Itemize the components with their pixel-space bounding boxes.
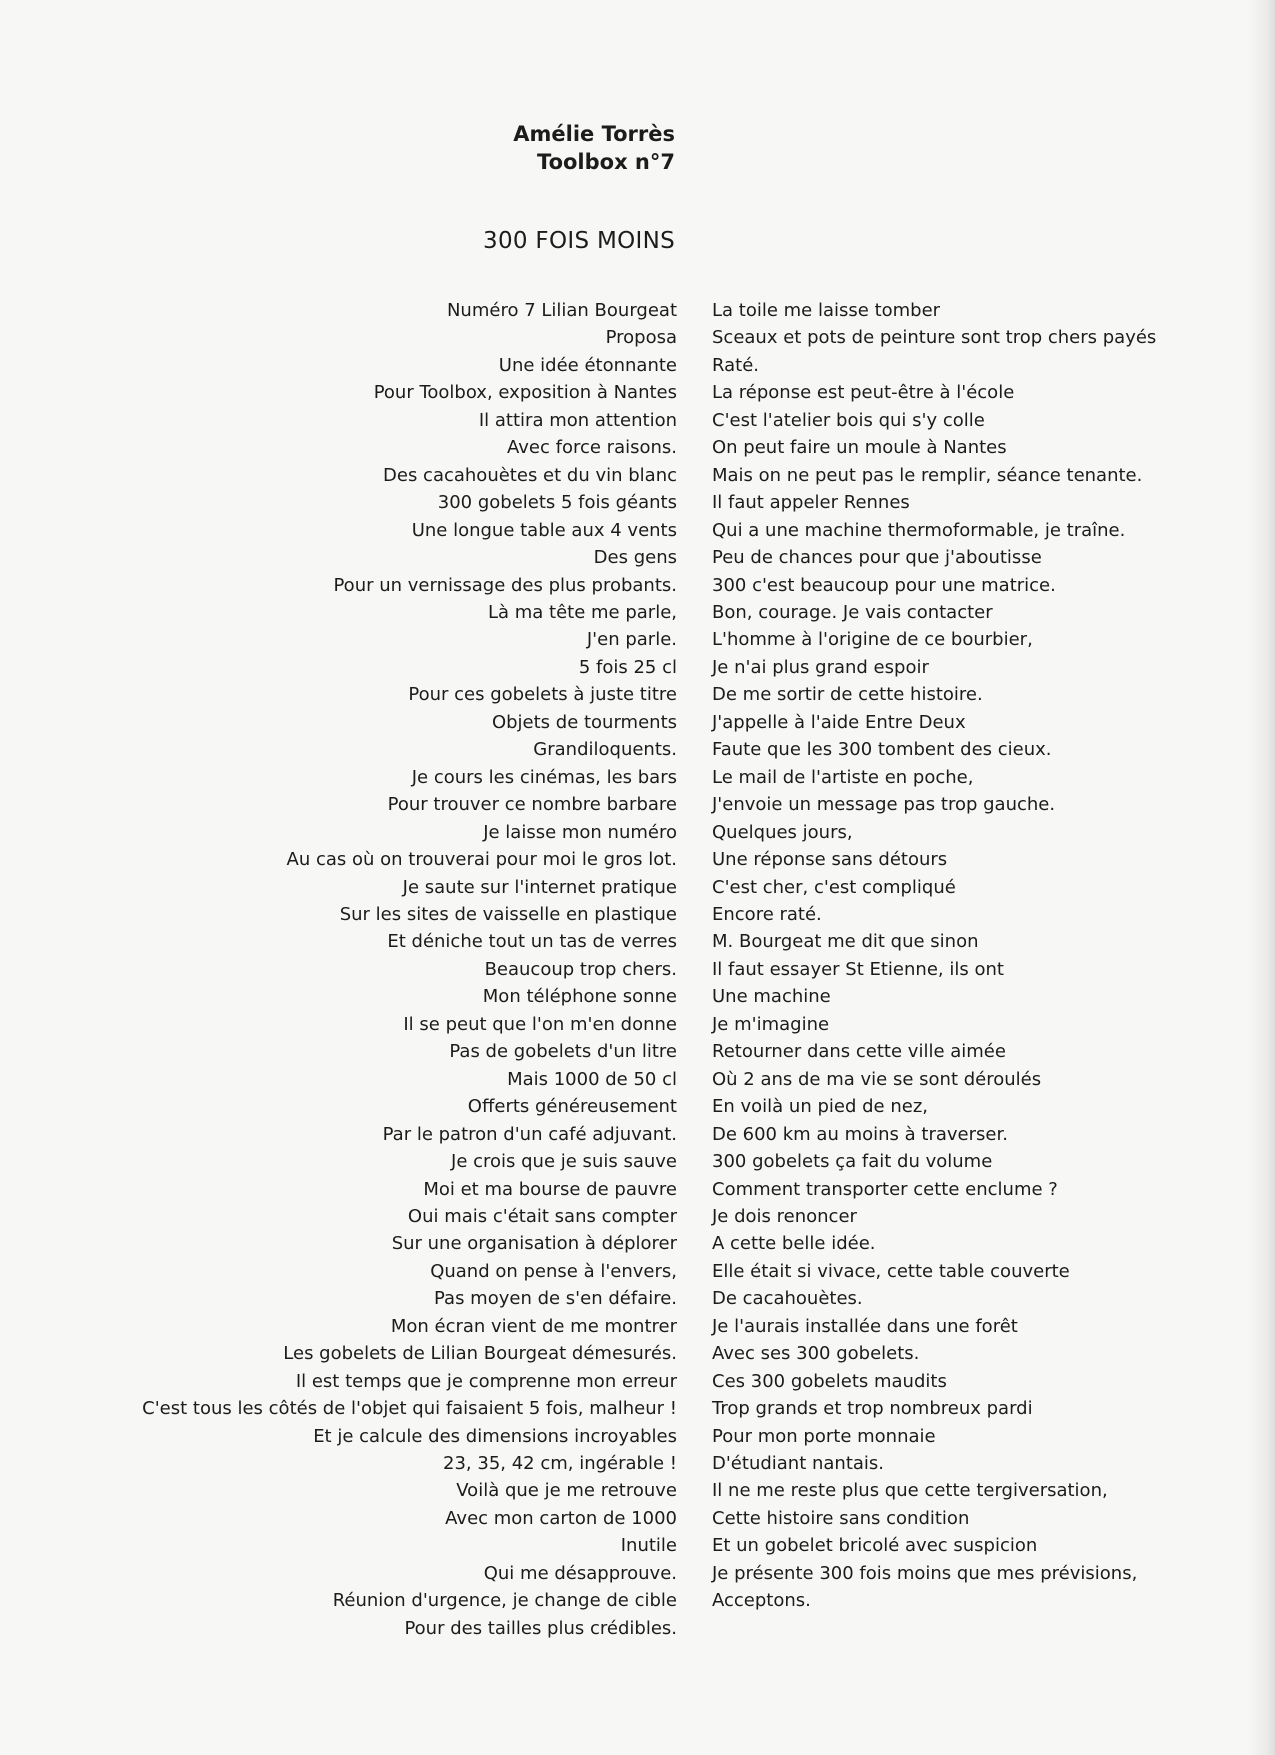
poem-line: Je cours les cinémas, les bars xyxy=(411,766,677,788)
poem-line: Moi et ma bourse de pauvre xyxy=(423,1178,677,1200)
poem-line: D'étudiant nantais. xyxy=(712,1453,885,1475)
poem-line: De 600 km au moins à traverser. xyxy=(712,1123,1008,1145)
poem-line: La toile me laisse tomber xyxy=(712,300,941,321)
poem-line: Oui mais c'était sans compter xyxy=(407,1205,677,1227)
poem-line: Par le patron d'un café adjuvant. xyxy=(382,1123,677,1145)
poem-line: Je l'aurais installée dans une forêt xyxy=(712,1315,1018,1337)
poem-line: Au cas où on trouverai pour moi le gros lot. xyxy=(286,849,677,871)
poem-line: Retourner dans cette ville aimée xyxy=(712,1041,1006,1063)
poem-line: 300 gobelets ça fait du volume xyxy=(712,1151,993,1173)
poem-line: Je n'ai plus grand espoir xyxy=(712,656,929,678)
poem-line: Mais 1000 de 50 cl xyxy=(507,1068,677,1090)
poem-line: Elle était si vivace, cette table couverte xyxy=(712,1260,1070,1282)
poem-right-column xyxy=(712,297,1156,1615)
document-header xyxy=(513,120,675,176)
poem-line: Proposa xyxy=(605,327,677,349)
poem-line: M. Bourgeat me dit que sinon xyxy=(712,931,979,953)
poem-line: Une longue table aux 4 vents xyxy=(411,519,677,541)
poem-line: Avec ses 300 gobelets. xyxy=(712,1343,920,1365)
poem-line: Encore raté. xyxy=(712,903,822,925)
poem-line: C'est tous les côtés de l'objet qui faisaient 5 fois, malheur ! xyxy=(142,1398,677,1420)
poem-line: Où 2 ans de ma vie se sont déroulés xyxy=(712,1068,1042,1090)
poem-line: Et je calcule des dimensions incroyables xyxy=(313,1425,677,1447)
poem-line: Faute que les 300 tombent des cieux. xyxy=(712,739,1052,761)
poem-line: Je crois que je suis sauve xyxy=(451,1151,677,1173)
poem-line: Les gobelets de Lilian Bourgeat démesurés. xyxy=(283,1343,677,1365)
poem-line: Avec mon carton de 1000 xyxy=(445,1507,677,1529)
poem-line: Je saute sur l'internet pratique xyxy=(402,876,677,898)
poem-line: Je présente 300 fois moins que mes prévisions, xyxy=(712,1562,1138,1584)
poem-line: C'est cher, c'est compliqué xyxy=(712,876,956,898)
poem-line: J'envoie un message pas trop gauche. xyxy=(712,794,1056,816)
poem-line: Il attira mon attention xyxy=(478,409,677,431)
poem-title: 300 FOIS MOINS xyxy=(483,228,675,254)
poem-line: En voilà un pied de nez, xyxy=(712,1096,928,1118)
poem-line: Il faut essayer St Etienne, ils ont xyxy=(712,958,1004,980)
poem-line: Pour mon porte monnaie xyxy=(712,1425,936,1447)
page-edge-shadow xyxy=(1247,0,1275,1755)
poem-line: Réunion d'urgence, je change de cible xyxy=(332,1590,677,1612)
poem-line: 5 fois 25 cl xyxy=(578,656,677,678)
poem-line: Pour trouver ce nombre barbare xyxy=(387,794,677,816)
poem-line: J'en parle. xyxy=(586,629,677,651)
poem-line: Quand on pense à l'envers, xyxy=(430,1260,677,1282)
poem-line: Je m'imagine xyxy=(712,1013,830,1035)
poem-line: 300 gobelets 5 fois géants xyxy=(437,492,677,514)
poem-line: Sceaux et pots de peinture sont trop chers payés xyxy=(712,327,1157,349)
poem-line: Objets de tourments xyxy=(491,711,677,733)
poem-line: Raté. xyxy=(712,354,759,376)
poem-line: Des gens xyxy=(593,547,677,569)
poem-line: Peu de chances pour que j'aboutisse xyxy=(712,547,1042,569)
poem-line: L'homme à l'origine de ce bourbier, xyxy=(712,629,1033,651)
poem-line: Bon, courage. Je vais contacter xyxy=(712,601,993,623)
poem-line: Je laisse mon numéro xyxy=(483,821,677,843)
poem-line: Voilà que je me retrouve xyxy=(456,1480,677,1502)
poem-line: Comment transporter cette enclume ? xyxy=(712,1178,1058,1200)
poem-line: Et déniche tout un tas de verres xyxy=(387,931,677,953)
poem-line: Sur les sites de vaisselle en plastique xyxy=(339,903,677,925)
poem-line: De cacahouètes. xyxy=(712,1288,863,1310)
poem-line: On peut faire un moule à Nantes xyxy=(712,437,1007,459)
poem-line: Grandiloquents. xyxy=(533,739,677,761)
poem-line: Il ne me reste plus que cette tergiversation, xyxy=(712,1480,1108,1502)
poem-line: C'est l'atelier bois qui s'y colle xyxy=(712,409,985,431)
poem-line: Pour des tailles plus crédibles. xyxy=(404,1617,677,1639)
poem-line: Le mail de l'artiste en poche, xyxy=(712,766,974,788)
poem-line: Numéro 7 Lilian Bourgeat xyxy=(446,300,677,321)
poem-line: Une réponse sans détours xyxy=(712,849,948,871)
poem-line: Cette histoire sans condition xyxy=(712,1507,970,1529)
poem-line: Des cacahouètes et du vin blanc xyxy=(383,464,677,486)
poem-line: Qui a une machine thermoformable, je traîne. xyxy=(712,519,1126,541)
poem-line: Avec force raisons. xyxy=(507,437,677,459)
poem-line: Inutile xyxy=(620,1535,677,1557)
poem-line: Une idée étonnante xyxy=(498,354,677,376)
poem-line: Il faut appeler Rennes xyxy=(712,492,910,514)
poem-line: Mon téléphone sonne xyxy=(482,986,677,1008)
poem-line: Et un gobelet bricolé avec suspicion xyxy=(712,1535,1038,1557)
author-name: Amélie Torrès xyxy=(513,122,675,146)
poem-line: Je dois renoncer xyxy=(712,1205,857,1227)
poem-line: Trop grands et trop nombreux pardi xyxy=(712,1398,1033,1420)
poem-line: Pas de gobelets d'un litre xyxy=(449,1041,677,1063)
poem-line: Acceptons. xyxy=(712,1590,811,1612)
poem-line: Pour ces gobelets à juste titre xyxy=(408,684,677,706)
poem-line: Pour un vernissage des plus probants. xyxy=(333,574,677,596)
poem-line: Beaucoup trop chers. xyxy=(484,958,677,980)
poem-line: J'appelle à l'aide Entre Deux xyxy=(712,711,966,733)
poem-line: A cette belle idée. xyxy=(712,1233,876,1255)
poem-left-column xyxy=(142,297,677,1642)
poem-line: Une machine xyxy=(712,986,831,1008)
poem-line: Pas moyen de s'en défaire. xyxy=(434,1288,677,1310)
poem-line: Pour Toolbox, exposition à Nantes xyxy=(373,382,677,404)
poem-line: Il se peut que l'on m'en donne xyxy=(403,1013,677,1035)
poem-line: Quelques jours, xyxy=(712,821,853,843)
poem-line: De me sortir de cette histoire. xyxy=(712,684,983,706)
header-subtitle: Toolbox n°7 xyxy=(537,150,675,174)
poem-line: 23, 35, 42 cm, ingérable ! xyxy=(443,1453,677,1475)
poem-line: Il est temps que je comprenne mon erreur xyxy=(295,1370,677,1392)
poem-line: Qui me désapprouve. xyxy=(483,1562,677,1584)
poem-line: Mais on ne peut pas le remplir, séance tenante. xyxy=(712,464,1143,486)
poem-line: Ces 300 gobelets maudits xyxy=(712,1370,947,1392)
poem-line: Offerts généreusement xyxy=(467,1096,677,1118)
poem-line: 300 c'est beaucoup pour une matrice. xyxy=(712,574,1056,596)
poem-line: Là ma tête me parle, xyxy=(487,601,677,623)
poem-line: La réponse est peut-être à l'école xyxy=(712,382,1015,404)
poem-line: Mon écran vient de me montrer xyxy=(390,1315,677,1337)
poem-line: Sur une organisation à déplorer xyxy=(391,1233,677,1255)
